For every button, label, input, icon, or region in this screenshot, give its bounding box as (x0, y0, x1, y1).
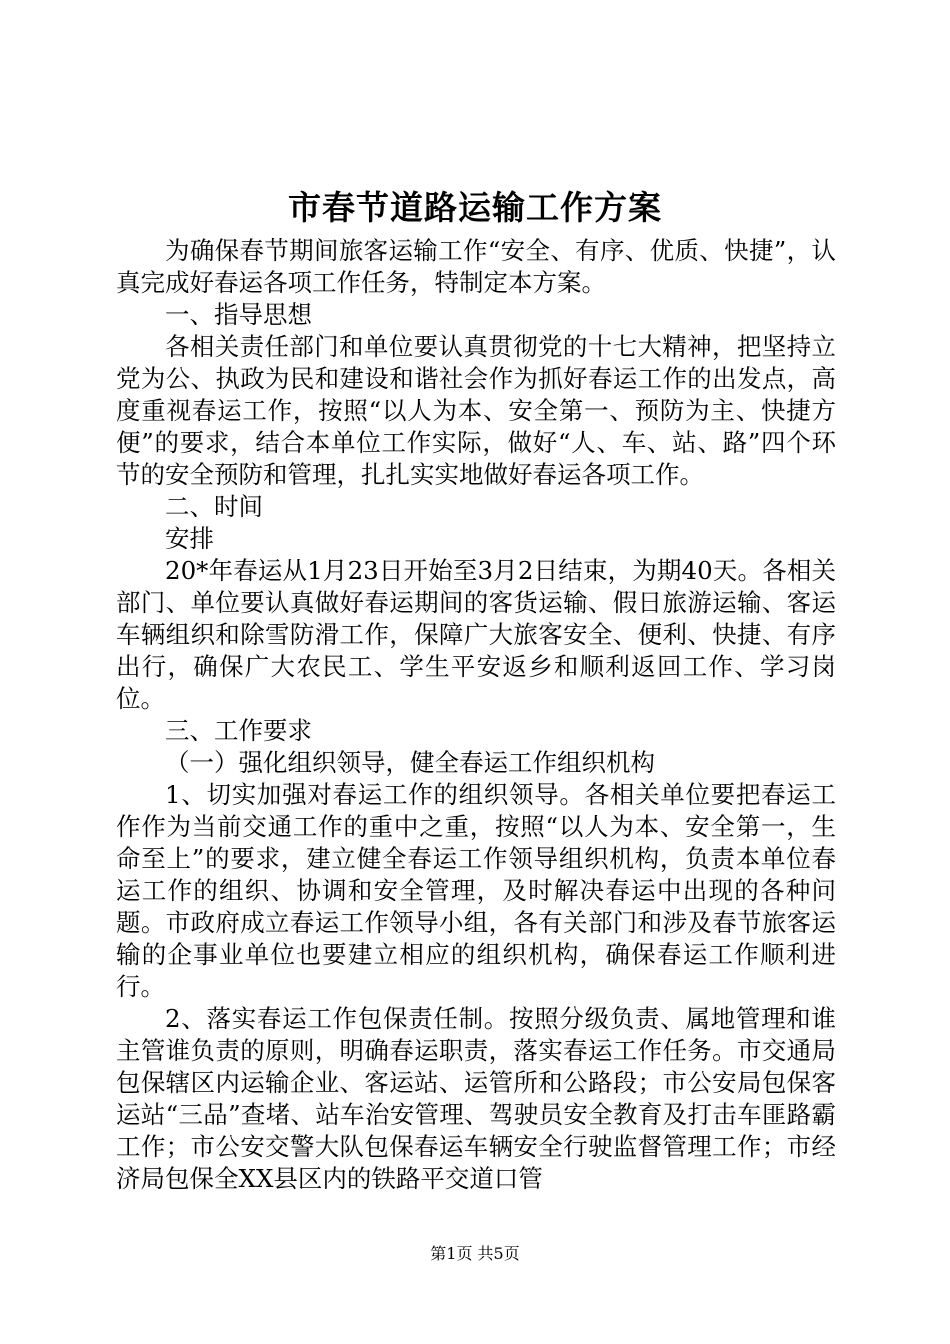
document-title: 市春节道路运输工作方案 (288, 188, 662, 227)
paragraph-guiding-thought: 各相关责任部门和单位要认真贯彻党的十七大精神，把坚持立党为公、执政为民和建设和谐社会作为抓好春运工作的出发点，高度重视春运工作，按照“以人为本、安全第一、预防为主、快捷方便”的要求，结合本单位工作实际，做好“人、车、站、路”四个环节的安全预防和管理，扎扎实实地做好春运各项工作。 (116, 332, 836, 489)
paragraph-item-2: 2、落实春运工作包保责任制。按照分级负责、属地管理和谁主管谁负责的原则，明确春运职责，落实春运工作任务。市交通局包保辖区内运输企业、客运站、运管所和公路段；市公安局包保客运站“三品”查堵、站车治安管理、驾驶员安全教育及打击车匪路霸工作；市公安交警大队包保春运车辆安全行驶监督管理工作；市经济局包保全XX县区内的铁路平交道口管 (116, 1004, 836, 1193)
section-heading-arrangement: 安排 (165, 524, 214, 553)
paragraph-schedule: 20*年春运从1月23日开始至3月2日结束，为期40天。各相关部门、单位要认真做好春运期间的客货运输、假日旅游运输、客运车辆组织和除雪防滑工作，保障广大旅客安全、便利、快捷、有序出行，确保广大农民工、学生平安返乡和顺利返回工作、学习岗位。 (116, 556, 836, 713)
paragraph-item-1: 1、切实加强对春运工作的组织领导。各相关单位要把春运工作作为当前交通工作的重中之重，按照“以人为本、安全第一，生命至上”的要求，建立健全春运工作领导组织机构，负责本单位春运工作的组织、协调和安全管理，及时解决春运中出现的各种问题。市政府成立春运工作领导小组，各有关部门和涉及春节旅客运输的企事业单位也要建立相应的组织机构，确保春运工作顺利进行。 (116, 780, 836, 1001)
paragraph-intro: 为确保春节期间旅客运输工作“安全、有序、优质、快捷”，认真完成好春运各项工作任务，特制定本方案。 (116, 236, 836, 297)
section-heading-guiding-thought: 一、指导思想 (165, 300, 312, 329)
subsection-heading-organization: （一）强化组织领导，健全春运工作组织机构 (165, 748, 655, 777)
section-heading-requirements: 三、工作要求 (165, 716, 312, 745)
document-body (116, 235, 836, 1195)
section-heading-time: 二、时间 (165, 492, 263, 521)
page-footer: 第1页 共5页 (430, 1244, 520, 1263)
